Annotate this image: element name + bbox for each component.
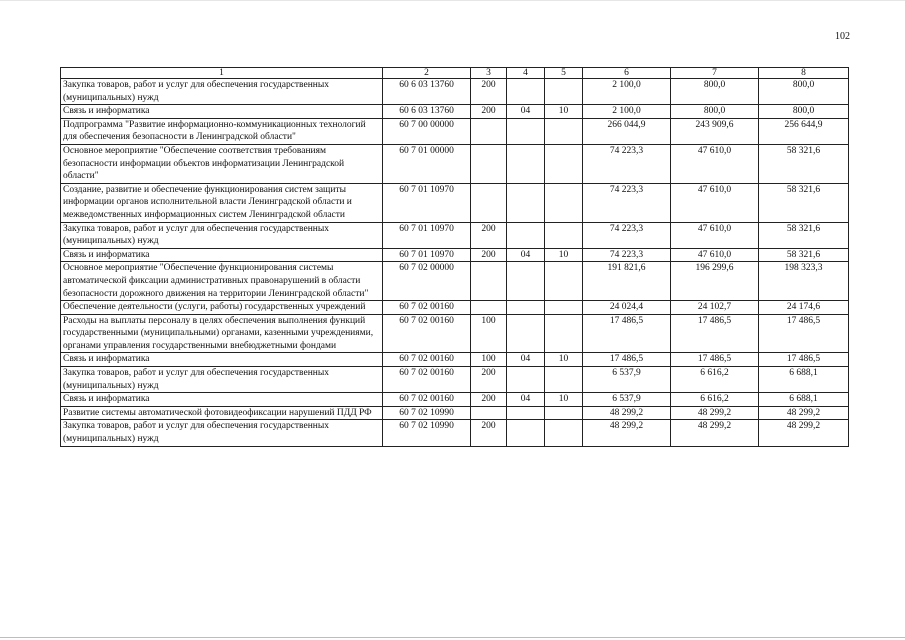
cell-amount-year2: 47 610,0 [671,183,759,222]
table-row [61,105,849,119]
cell-amount-year2: 196 299,6 [671,262,759,301]
cell-subsection: 10 [545,248,583,262]
cell-amount-year3: 48 299,2 [759,406,849,420]
cell-section [507,420,545,446]
cell-section [507,222,545,248]
budget-table [60,67,849,447]
cell-target-code: 60 7 01 10970 [383,248,471,262]
cell-section [507,79,545,105]
cell-amount-year3: 58 321,6 [759,144,849,183]
cell-subsection: 10 [545,353,583,367]
cell-section [507,406,545,420]
cell-amount-year1: 266 044,9 [583,118,671,144]
cell-name: Подпрограмма "Развитие информационно-коммуникационных технологий для обеспечения безопасности в Ленинградской области" [61,118,383,144]
cell-target-code: 60 7 02 00160 [383,353,471,367]
table-row [61,353,849,367]
scan-bottom-edge [0,637,905,638]
cell-amount-year3: 58 321,6 [759,222,849,248]
cell-section: 04 [507,105,545,119]
table-body [61,68,849,447]
cell-target-code: 60 7 02 00160 [383,367,471,393]
cell-amount-year2: 48 299,2 [671,406,759,420]
cell-amount-year3: 256 644,9 [759,118,849,144]
cell-amount-year2: 48 299,2 [671,420,759,446]
cell-target-code: 60 7 01 00000 [383,144,471,183]
cell-amount-year1: 191 821,6 [583,262,671,301]
cell-expense-type: 200 [471,79,507,105]
cell-target-code: 60 7 02 10990 [383,406,471,420]
cell-target-code: 60 7 02 00160 [383,314,471,353]
column-header: 3 [471,68,507,79]
cell-amount-year1: 74 223,3 [583,144,671,183]
table-row [61,79,849,105]
cell-target-code: 60 7 01 10970 [383,183,471,222]
cell-name: Связь и информатика [61,393,383,407]
cell-amount-year1: 48 299,2 [583,406,671,420]
cell-expense-type [471,262,507,301]
table-row [61,367,849,393]
cell-name: Основное мероприятие "Обеспечение соответствия требованиям безопасности информации объектов информатизации Ленинградской области" [61,144,383,183]
cell-section [507,144,545,183]
cell-amount-year1: 2 100,0 [583,105,671,119]
cell-expense-type [471,301,507,315]
cell-section [507,118,545,144]
column-header: 4 [507,68,545,79]
cell-name: Закупка товаров, работ и услуг для обеспечения государственных (муниципальных) нужд [61,420,383,446]
table-row [61,262,849,301]
cell-target-code: 60 7 00 00000 [383,118,471,144]
cell-amount-year3: 58 321,6 [759,183,849,222]
cell-name: Связь и информатика [61,353,383,367]
column-header: 6 [583,68,671,79]
cell-name: Закупка товаров, работ и услуг для обеспечения государственных (муниципальных) нужд [61,367,383,393]
cell-name: Закупка товаров, работ и услуг для обеспечения государственных (муниципальных) нужд [61,79,383,105]
cell-expense-type: 200 [471,105,507,119]
cell-expense-type [471,406,507,420]
cell-target-code: 60 6 03 13760 [383,79,471,105]
cell-amount-year1: 24 024,4 [583,301,671,315]
table-row [61,248,849,262]
table-row [61,420,849,446]
cell-amount-year2: 47 610,0 [671,248,759,262]
scan-top-edge [0,0,905,1]
table-row [61,222,849,248]
cell-amount-year3: 800,0 [759,79,849,105]
cell-name: Закупка товаров, работ и услуг для обеспечения государственных (муниципальных) нужд [61,222,383,248]
cell-subsection [545,118,583,144]
cell-amount-year1: 74 223,3 [583,183,671,222]
cell-target-code: 60 7 01 10970 [383,222,471,248]
cell-amount-year3: 198 323,3 [759,262,849,301]
cell-amount-year3: 6 688,1 [759,367,849,393]
table-row [61,314,849,353]
cell-expense-type: 200 [471,222,507,248]
cell-amount-year1: 6 537,9 [583,393,671,407]
cell-amount-year2: 24 102,7 [671,301,759,315]
cell-expense-type: 100 [471,353,507,367]
column-header: 5 [545,68,583,79]
cell-section: 04 [507,393,545,407]
page-number: 102 [835,31,850,42]
column-header: 7 [671,68,759,79]
cell-amount-year3: 48 299,2 [759,420,849,446]
cell-subsection [545,301,583,315]
cell-amount-year2: 800,0 [671,105,759,119]
cell-expense-type: 100 [471,314,507,353]
table-row [61,406,849,420]
cell-subsection [545,406,583,420]
table-row [61,301,849,315]
cell-amount-year1: 74 223,3 [583,222,671,248]
cell-subsection [545,144,583,183]
cell-subsection: 10 [545,105,583,119]
cell-amount-year2: 800,0 [671,79,759,105]
cell-amount-year1: 17 486,5 [583,353,671,367]
cell-amount-year3: 6 688,1 [759,393,849,407]
cell-subsection [545,222,583,248]
cell-expense-type [471,183,507,222]
cell-section: 04 [507,248,545,262]
cell-amount-year1: 74 223,3 [583,248,671,262]
cell-expense-type: 200 [471,248,507,262]
cell-subsection [545,183,583,222]
cell-target-code: 60 7 02 10990 [383,420,471,446]
cell-section [507,262,545,301]
cell-amount-year3: 17 486,5 [759,314,849,353]
column-header: 2 [383,68,471,79]
cell-name: Обеспечение деятельности (услуги, работы) государственных учреждений [61,301,383,315]
cell-subsection [545,79,583,105]
cell-subsection [545,367,583,393]
cell-subsection [545,420,583,446]
cell-section: 04 [507,353,545,367]
cell-amount-year2: 6 616,2 [671,393,759,407]
cell-target-code: 60 7 02 00160 [383,301,471,315]
cell-target-code: 60 7 02 00160 [383,393,471,407]
cell-amount-year2: 47 610,0 [671,222,759,248]
cell-expense-type [471,144,507,183]
cell-amount-year3: 800,0 [759,105,849,119]
cell-amount-year1: 6 537,9 [583,367,671,393]
cell-name: Расходы на выплаты персоналу в целях обеспечения выполнения функций государственными (муниципальными) органами, казенными учреждениями, органами управления государственными внебюджетными фондами [61,314,383,353]
cell-subsection [545,262,583,301]
cell-amount-year2: 17 486,5 [671,353,759,367]
cell-section [507,367,545,393]
cell-name: Развитие системы автоматической фотовидеофиксации нарушений ПДД РФ [61,406,383,420]
cell-amount-year1: 2 100,0 [583,79,671,105]
cell-expense-type: 200 [471,367,507,393]
cell-expense-type: 200 [471,393,507,407]
cell-name: Создание, развитие и обеспечение функционирования систем защиты информации органов исполнительной власти Ленинградской области и межведомственных информационных систем Ленинградской области [61,183,383,222]
cell-amount-year1: 17 486,5 [583,314,671,353]
table-row [61,118,849,144]
cell-amount-year3: 24 174,6 [759,301,849,315]
cell-expense-type: 200 [471,420,507,446]
cell-amount-year2: 47 610,0 [671,144,759,183]
table-row [61,144,849,183]
cell-subsection [545,314,583,353]
cell-name: Связь и информатика [61,105,383,119]
cell-amount-year2: 6 616,2 [671,367,759,393]
cell-amount-year3: 58 321,6 [759,248,849,262]
cell-name: Основное мероприятие "Обеспечение функционирования системы автоматической фиксации административных правонарушений в области безопасности дорожного движения на территории Ленинградской области" [61,262,383,301]
cell-subsection: 10 [545,393,583,407]
cell-section [507,183,545,222]
column-number-row [61,68,849,79]
table-row [61,393,849,407]
column-header: 1 [61,68,383,79]
cell-amount-year3: 17 486,5 [759,353,849,367]
cell-section [507,301,545,315]
cell-name: Связь и информатика [61,248,383,262]
cell-amount-year1: 48 299,2 [583,420,671,446]
column-header: 8 [759,68,849,79]
cell-amount-year2: 243 909,6 [671,118,759,144]
cell-amount-year2: 17 486,5 [671,314,759,353]
cell-section [507,314,545,353]
cell-target-code: 60 6 03 13760 [383,105,471,119]
table-row [61,183,849,222]
cell-expense-type [471,118,507,144]
cell-target-code: 60 7 02 00000 [383,262,471,301]
